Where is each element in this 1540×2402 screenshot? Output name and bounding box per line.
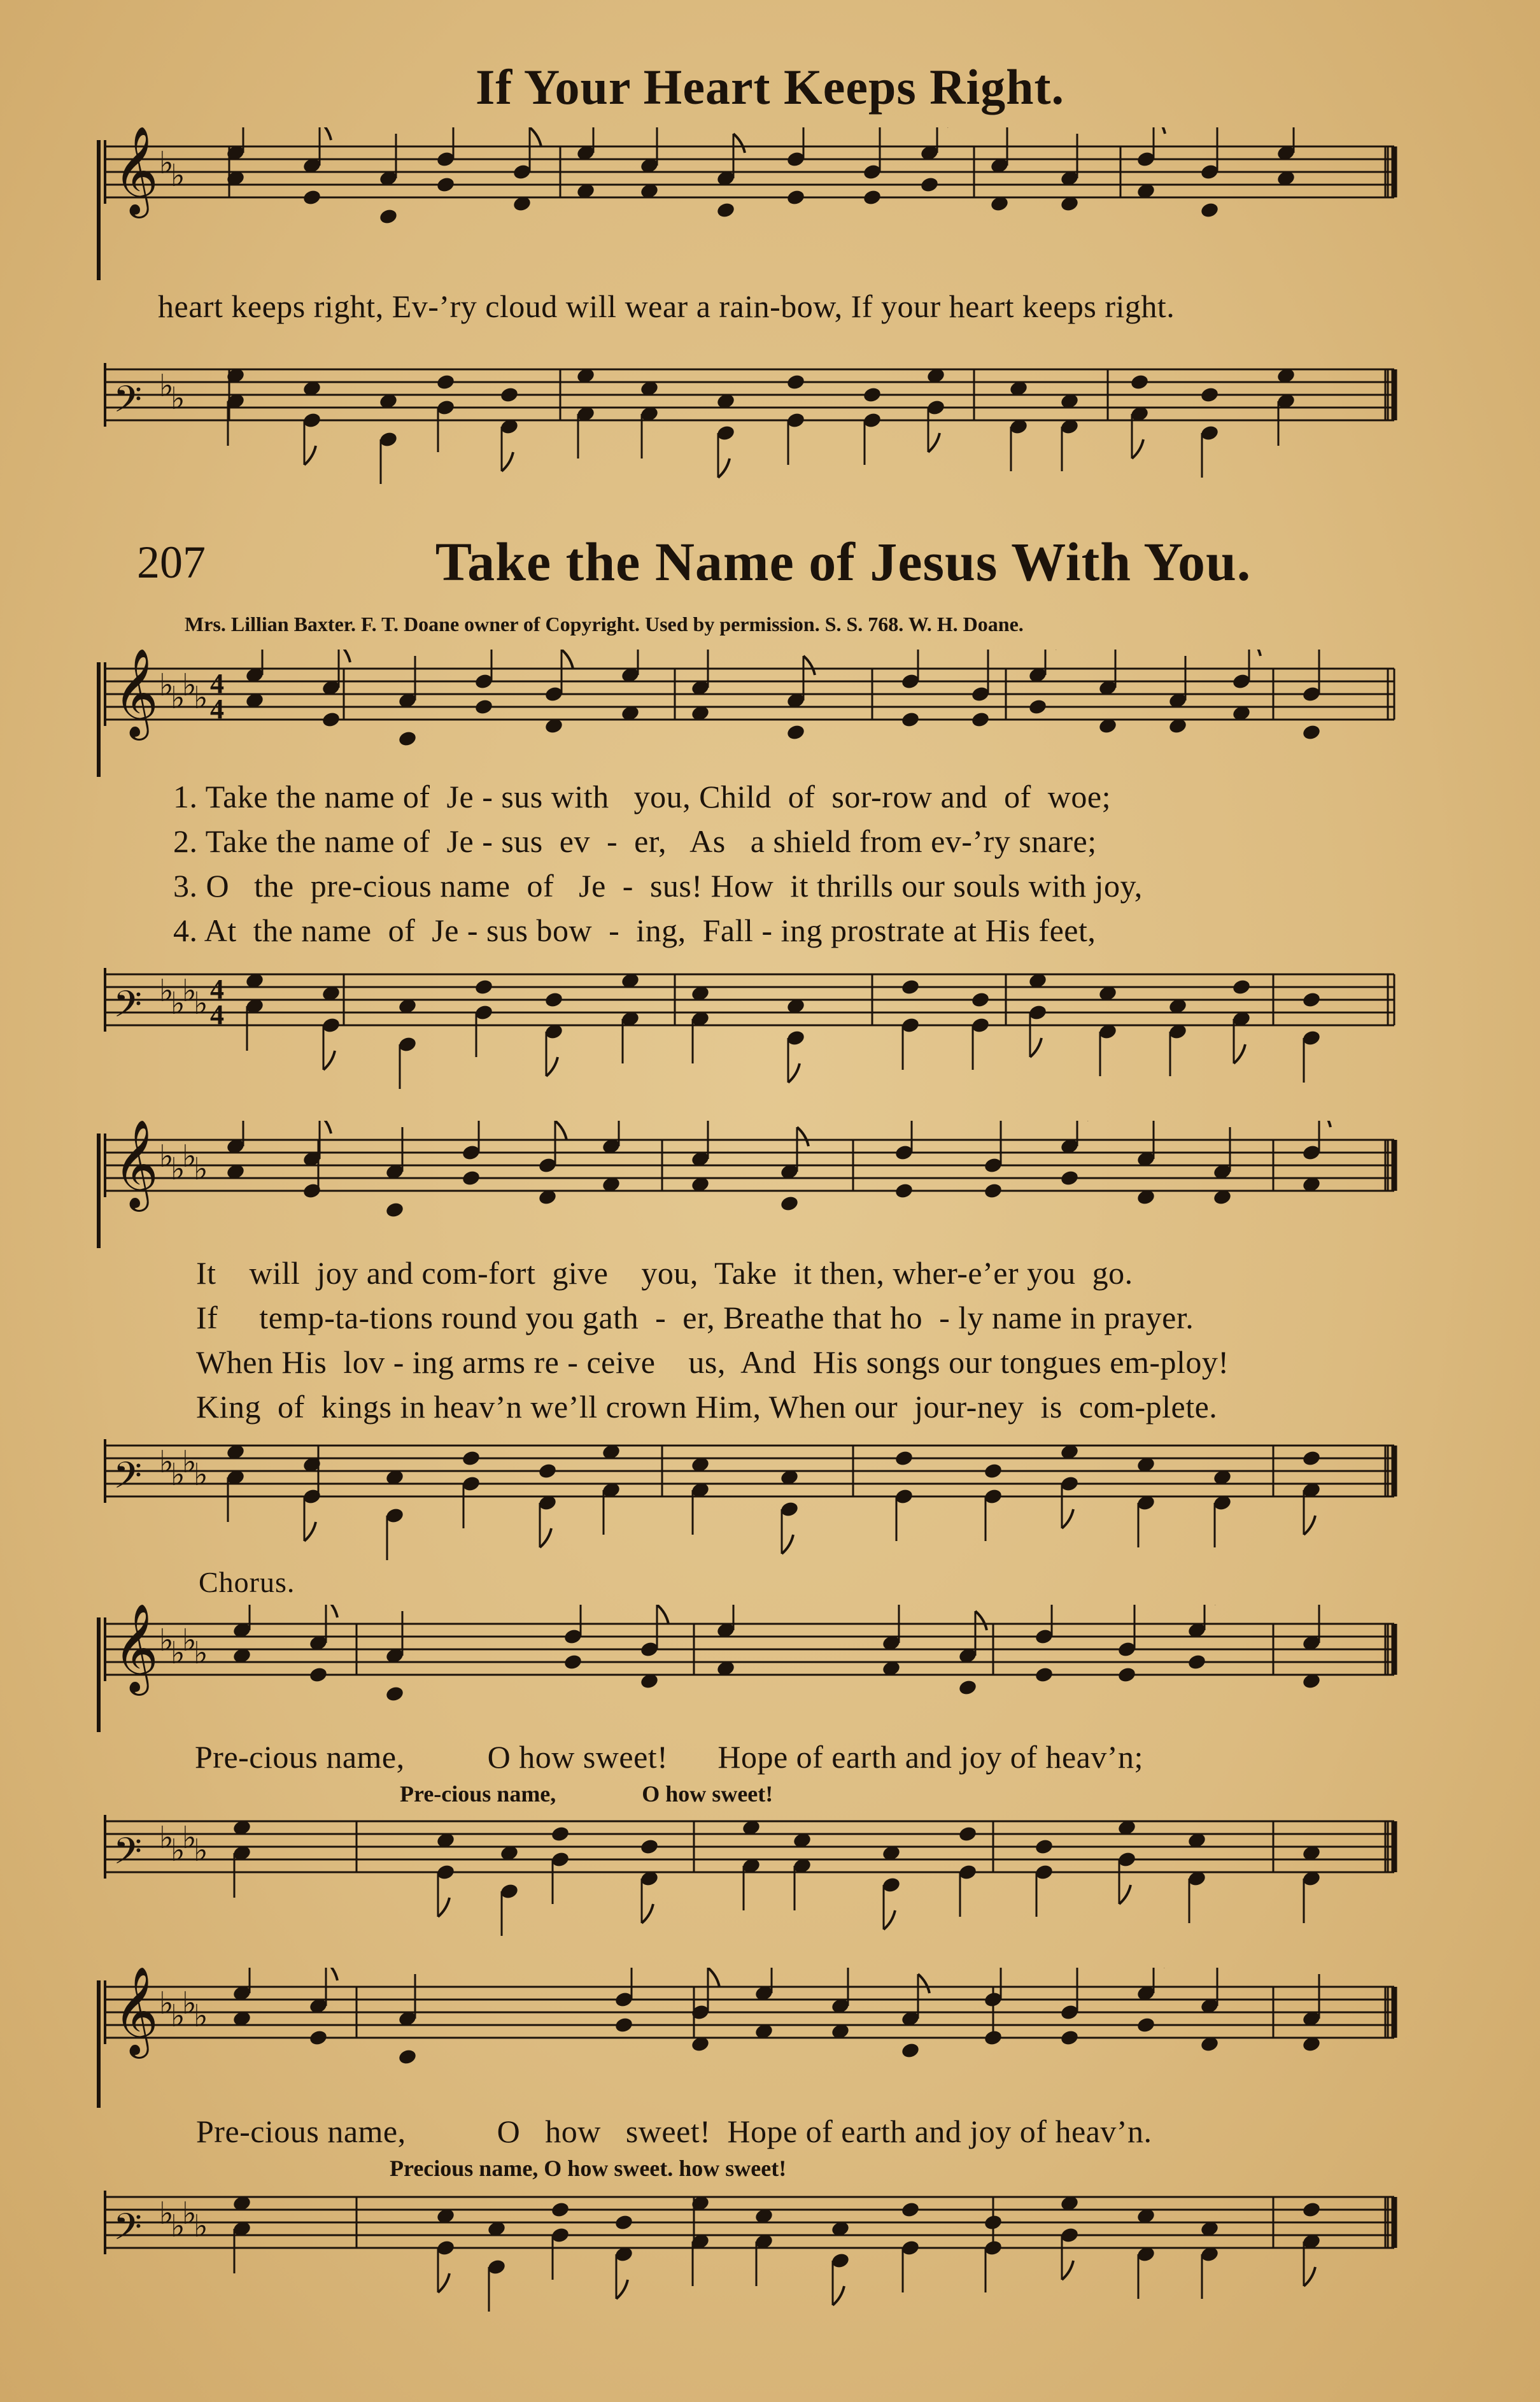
flat-icon: ♭ [171,1833,185,1868]
flat-icon: ♭ [194,2208,208,2244]
stanza-line: When His lov - ing arms re - ceive us, And His songs our tongues em-ploy! [196,1344,1229,1380]
hymn-title-main: Take the Name of Jesus With You. [435,531,1252,592]
treble-clef-icon: 𝄞 [113,127,159,215]
music-system-4-treble [0,1968,1540,2108]
note-head [957,1679,977,1696]
note-head [397,730,417,748]
chorus-echo-2: Precious name, O how sweet. how sweet! [390,2156,787,2181]
stanza-line: It will joy and com-fort give you, Take it then, wher-e’er you go. [196,1255,1133,1291]
note-head [900,2201,920,2219]
hymn-title-top: If Your Heart Keeps Right. [475,59,1065,115]
note-head [1187,1653,1206,1671]
note-head [563,1653,583,1671]
note-head [385,1685,404,1703]
note-head [983,2029,1003,2047]
note-head [983,2214,1003,2231]
music-system-3-bass [0,1802,1540,1968]
note-head [474,978,493,996]
note-head [378,208,398,225]
flat-icon: ♭ [182,1986,197,2021]
note-head [385,1201,404,1219]
note-head [1028,698,1047,716]
music-system-top-bass [0,344,1540,509]
flat-icon: ♭ [194,1998,208,2034]
stanza-line: 4. At the name of Je - sus bow - ing, Fall - ing prostrate at His feet, [173,913,1096,948]
note-head [1117,1666,1136,1684]
flat-icon: ♭ [182,1444,197,1480]
flat-icon: ♭ [182,1139,197,1174]
note-head [321,711,341,728]
note-head [435,373,455,391]
note-head [957,1825,977,1843]
bass-clef-icon: 𝄢 [113,1830,143,1882]
note-head [919,176,939,194]
flat-icon: ♭ [182,2196,197,2231]
note-head [397,2048,417,2066]
note-head [894,1449,914,1467]
time-signature: 4 [210,693,224,725]
note-head [1059,1169,1079,1187]
treble-clef-icon: 𝄞 [113,1605,159,1692]
flat-icon: ♭ [171,158,185,194]
chorus-echo-1: Pre-cious name, O how sweet! [400,1781,774,1807]
note-head [1301,991,1321,1009]
note-head [614,2214,633,2231]
note-head [1199,201,1219,219]
note-head [474,698,493,716]
note-head [302,188,321,206]
treble-clef-icon: 𝄞 [113,1121,159,1208]
stanza-line: 3. O the pre-cious name of Je - sus! How it thrills our souls with joy, [173,868,1143,904]
treble-clef-icon: 𝄞 [113,1968,159,2055]
hymn-credits: Mrs. Lillian Baxter. F. T. Doane owner of Copyright. Used by permission. S. S. 768. W. H. Doane. [185,613,1024,636]
note-head [639,1838,659,1856]
note-head [550,1825,570,1843]
note-head [1136,2016,1155,2034]
flat-icon: ♭ [159,1444,174,1480]
stanza-line: 2. Take the name of Je - sus ev - er, As a shield from ev-’ry snare; [173,823,1097,859]
chorus-lyric-2: Pre-cious name, O how sweet! Hope of earth and joy of heav’n. [196,2114,1152,2149]
note-head [1301,2201,1321,2219]
flat-icon: ♭ [159,1139,174,1174]
note-head [1059,2029,1079,2047]
time-signature: 4 [210,999,224,1030]
flat-icon: ♭ [182,1820,197,1856]
bass-clef-icon: 𝄢 [113,378,143,430]
note-head [461,1449,481,1467]
music-system-2-treble [0,1121,1540,1248]
bass-clef-icon: 𝄢 [113,1454,143,1506]
note-head [786,723,805,741]
music-system-4-bass [0,2178,1540,2369]
music-system-1-treble [0,650,1540,777]
flat-icon: ♭ [182,1623,197,1658]
note-head [983,1182,1003,1200]
note-head [970,711,990,728]
flat-icon: ♭ [182,667,197,703]
treble-clef-icon: 𝄞 [113,650,159,737]
note-head [1129,373,1149,391]
flat-icon: ♭ [171,1635,185,1671]
flat-icon: ♭ [159,145,174,181]
time-signature: 4 [210,974,224,1005]
note-head [894,1182,914,1200]
note-head [1231,978,1251,996]
flat-icon: ♭ [171,2208,185,2244]
music-system-3-treble [0,1605,1540,1732]
flat-icon: ♭ [159,2196,174,2231]
stanza-line: If temp-ta-tions round you gath - er, Breathe that ho - ly name in prayer. [196,1300,1194,1335]
note-head [1301,1449,1321,1467]
note-head [435,176,455,194]
note-head [461,1169,481,1187]
time-signature: 4 [210,668,224,699]
music-system-top-treble [0,127,1540,280]
note-head [1034,1666,1054,1684]
flat-icon: ♭ [159,973,174,1009]
note-head [308,1666,328,1684]
chorus-label: Chorus. [199,1566,295,1598]
note-head [779,1195,799,1212]
flat-icon: ♭ [171,680,185,716]
flat-icon: ♭ [159,1623,174,1658]
note-head [537,1462,557,1480]
note-head [900,978,920,996]
flat-icon: ♭ [194,680,208,716]
flat-icon: ♭ [182,973,197,1009]
flat-icon: ♭ [171,986,185,1021]
flat-icon: ♭ [171,381,185,416]
flat-icon: ♭ [159,1820,174,1856]
flat-icon: ♭ [159,1986,174,2021]
flat-icon: ♭ [171,1998,185,2034]
note-head [862,386,882,404]
note-head [970,991,990,1009]
bass-clef-icon: 𝄢 [113,983,143,1035]
note-head [786,188,805,206]
flat-icon: ♭ [171,1151,185,1187]
hymn-number: 207 [137,537,206,588]
flat-icon: ♭ [159,667,174,703]
flat-icon: ♭ [194,1457,208,1493]
bass-clef-icon: 𝄢 [113,2205,143,2257]
flat-icon: ♭ [194,1151,208,1187]
music-system-1-bass [0,955,1540,1133]
note-head [716,201,735,219]
flat-icon: ♭ [171,1457,185,1493]
flat-icon: ♭ [159,368,174,404]
note-head [900,711,920,728]
note-head [614,2016,633,2034]
note-head [1199,386,1219,404]
note-head [1301,723,1321,741]
note-head [862,188,882,206]
note-head [308,2029,328,2047]
note-head [786,373,805,391]
note-head [1034,1838,1054,1856]
flat-icon: ♭ [194,986,208,1021]
note-head [900,2042,920,2059]
chorus-lyric-1: Pre-cious name, O how sweet! Hope of earth and joy of heav’n; [195,1739,1143,1775]
note-head [983,1462,1003,1480]
note-head [499,386,519,404]
note-head [550,2201,570,2219]
flat-icon: ♭ [194,1635,208,1671]
note-head [544,991,563,1009]
flat-icon: ♭ [194,1833,208,1868]
stanza-line: King of kings in heav’n we’ll crown Him, When our jour-ney is com-plete. [196,1389,1218,1425]
stanza-line: 1. Take the name of Je - sus with you, Child of sor-row and of woe; [173,779,1111,814]
lyric-top: heart keeps right, Ev-’ry cloud will wear a rain-bow, If your heart keeps right. [158,288,1175,324]
